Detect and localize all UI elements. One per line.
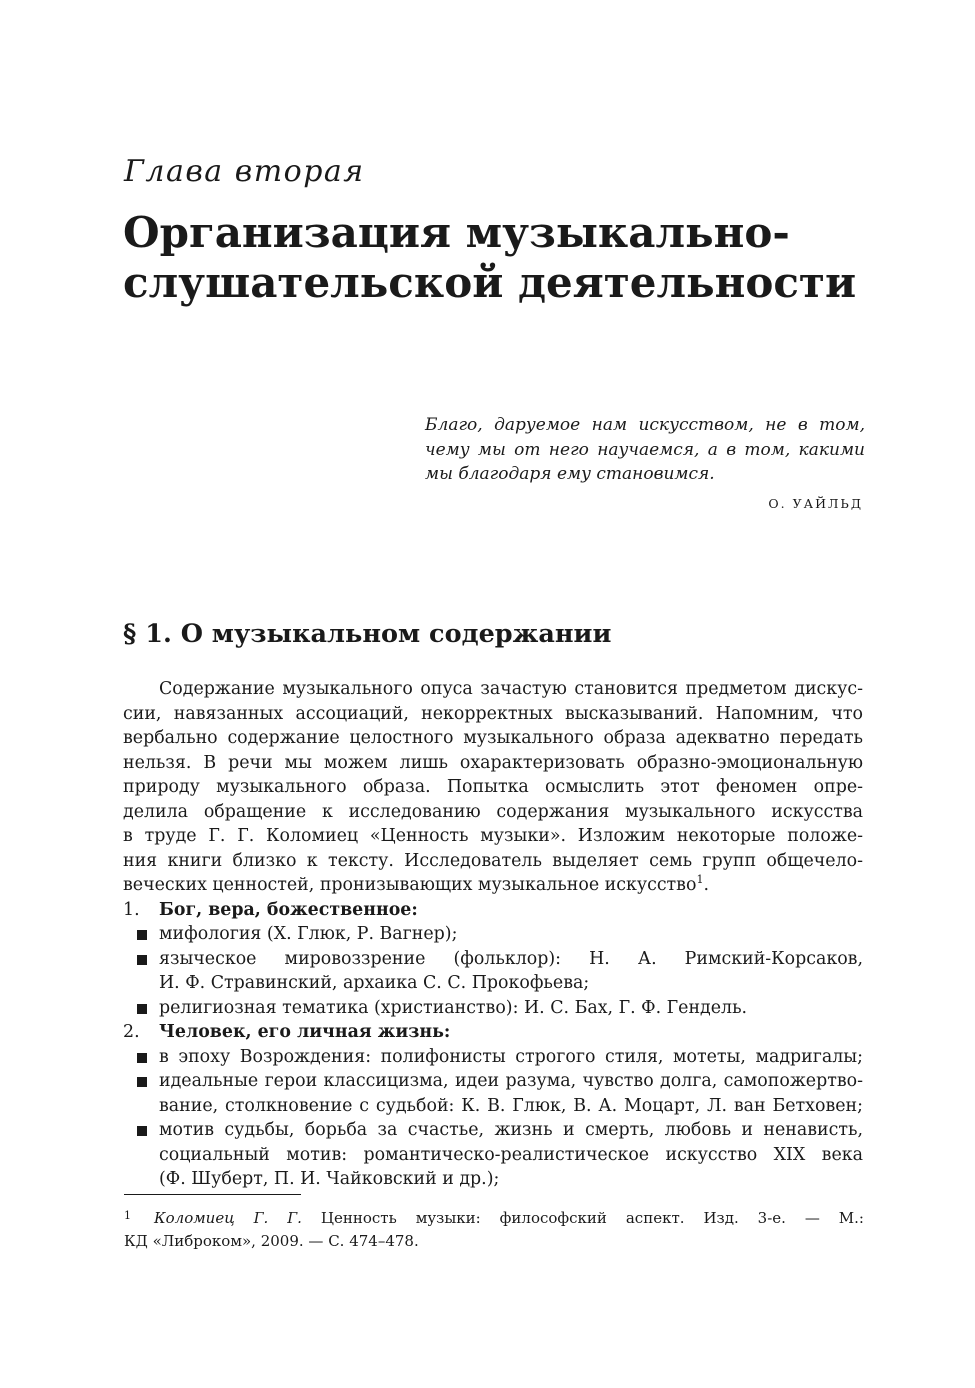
epigraph: [425, 413, 865, 487]
epigraph-line: Благо, даруемое нам искусством, не в том,: [425, 415, 865, 435]
chapter-title: [123, 208, 923, 308]
list-item-text: языческое мировоззрение (фольклор): Н. А. Римский-Корсаков,: [159, 948, 863, 969]
paragraph-line: природу музыкального образа. Попытка осмыслить этот феномен опре-: [123, 777, 863, 797]
footnote-line-2: КД «Либроком», 2009. — С. 474–478.: [124, 1231, 419, 1250]
paragraph-line: ния книги близко к тексту. Исследователь выделяет семь групп общечело-: [123, 850, 863, 871]
bullet-square-icon: [137, 1077, 147, 1087]
section-heading: § 1. О музыкальном содержании: [123, 619, 612, 649]
list-item: [123, 1069, 863, 1094]
footnote-reference[interactable]: 1: [696, 873, 704, 886]
list-item-continuation: И. Ф. Стравинский, архаика С. С. Прокофьева;: [159, 973, 590, 993]
group-number: 2.: [123, 1022, 140, 1042]
footnote: [124, 1207, 864, 1252]
epigraph-line: мы благодаря ему становимся.: [425, 464, 715, 484]
paragraph-line: сии, навязанных ассоциаций, некорректных высказываний. Напомним, что: [123, 703, 863, 724]
list-item-text: мифология (Х. Глюк, Р. Вагнер);: [159, 924, 458, 944]
list-item: [123, 922, 863, 947]
list-item-continuation: вание, столкновение с судьбой: К. В. Глюк, В. А. Моцарт, Л. ван Бетховен;: [159, 1095, 863, 1116]
paragraph-line: Содержание музыкального опуса зачастую становится предметом дискус-: [159, 679, 863, 699]
footnote-divider: [124, 1194, 301, 1195]
paragraph-line-last: [123, 873, 863, 898]
list-item-text: мотив судьбы, борьба за счастье, жизнь и смерть, любовь и ненависть,: [159, 1120, 863, 1140]
bullet-square-icon: [137, 1053, 147, 1063]
group-heading-1: [123, 898, 863, 923]
paragraph-line: в труде Г. Г. Коломиец «Ценность музыки». Изложим некоторые положе-: [123, 826, 863, 846]
paragraph-line-text: веческих ценностей, пронизывающих музыкальное искусство: [123, 875, 697, 895]
paragraph-line: делила обращение к исследованию содержания музыкального искусства: [123, 801, 863, 822]
list-item: [123, 996, 863, 1021]
epigraph-line: чему мы от него научаемся, а в том, какими: [425, 439, 865, 460]
epigraph-author: О. УАЙЛЬД: [768, 496, 863, 511]
chapter-title-line-2: слушательской деятельности: [123, 258, 857, 307]
footnote-number: 1: [124, 1209, 131, 1222]
chapter-title-line-1: Организация музыкально-: [123, 208, 790, 257]
chapter-label: Глава вторая: [124, 154, 365, 189]
bullet-square-icon: [137, 930, 147, 940]
paragraph-line: вербально содержание целостного музыкального образа адекватно передать: [123, 728, 863, 748]
list-item: [123, 1118, 863, 1143]
bullet-square-icon: [137, 955, 147, 965]
list-item-continuation: социальный мотив: романтическо-реалистическое искусство XIX века: [159, 1144, 863, 1165]
group-title: Бог, вера, божественное:: [159, 899, 418, 920]
list-item-text: идеальные герои классицизма, идеи разума, чувство долга, самопожертво-: [159, 1071, 863, 1091]
body-text: [123, 677, 863, 1192]
list-item-text: в эпоху Возрождения: полифонисты строгого стиля, мотеты, мадригалы;: [159, 1046, 863, 1067]
footnote-author: Коломиец Г. Г.: [154, 1209, 302, 1227]
bullet-square-icon: [137, 1004, 147, 1014]
footnote-citation: Ценность музыки: философский аспект. Изд. 3-е. — М.:: [301, 1209, 864, 1227]
footnote-line-1: [124, 1207, 864, 1230]
paragraph-end-punct: .: [703, 875, 709, 895]
bullet-square-icon: [137, 1126, 147, 1136]
list-item-text: религиозная тематика (христианство): И. С. Бах, Г. Ф. Гендель.: [159, 997, 748, 1018]
list-item: [123, 1045, 863, 1070]
list-item-continuation: (Ф. Шуберт, П. И. Чайковский и др.);: [159, 1169, 500, 1189]
paragraph-line: нельзя. В речи мы можем лишь охарактеризовать образно-эмоциональную: [123, 752, 863, 773]
list-item: [123, 947, 863, 972]
group-title: Человек, его личная жизнь:: [159, 1022, 451, 1042]
group-number: 1.: [123, 899, 140, 920]
group-heading-2: [123, 1020, 863, 1045]
